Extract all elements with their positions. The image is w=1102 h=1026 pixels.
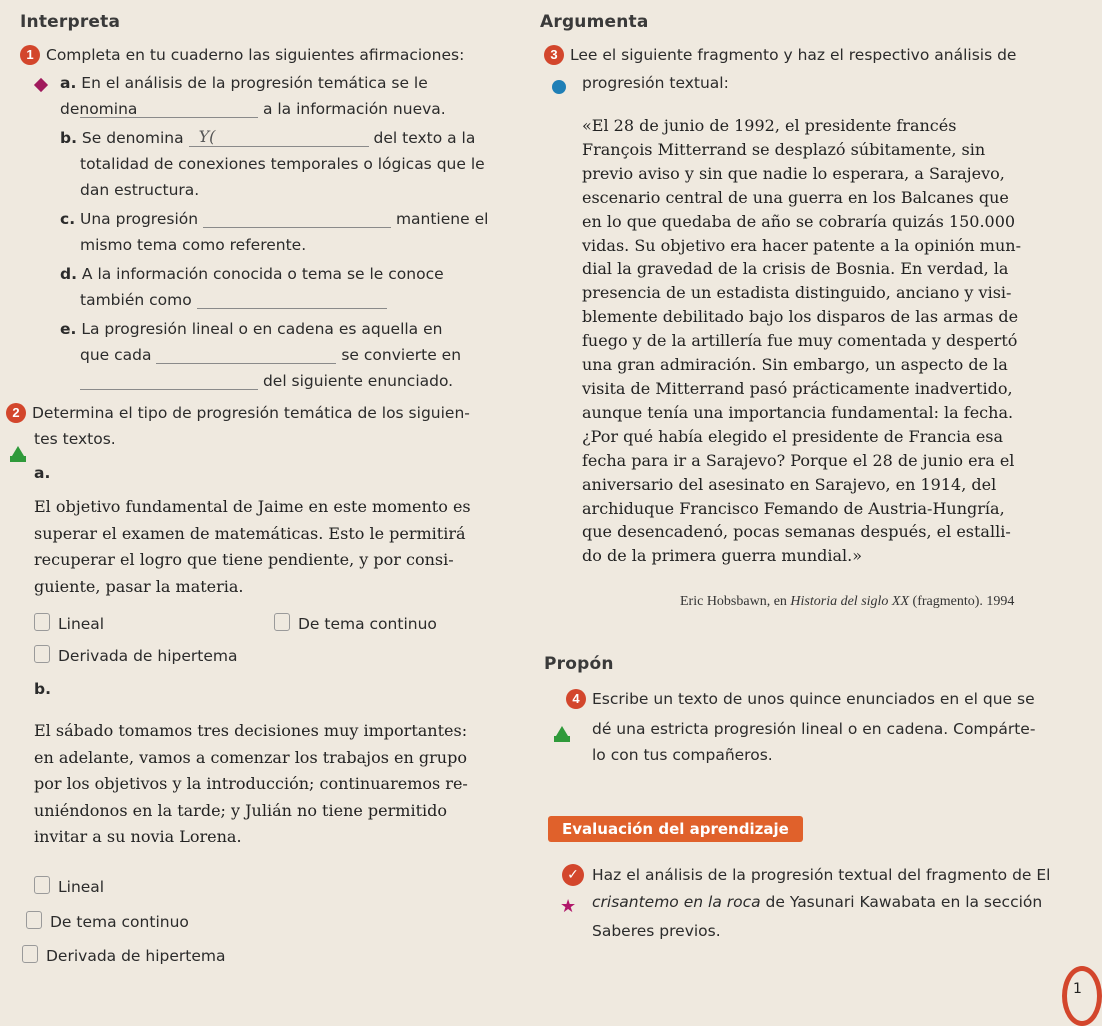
quote-fragment: «El 28 de junio de 1992, el presidente francés François Mitterrand se desplazó súbitamente, sin previo aviso y sin que nadie lo esperara, a Sarajevo, escenario central de una guerra en los Balcanes que en lo que quedaba de año se cobraría quizás 150.000 vidas. Su objetivo era hacer patente a la opinión mun- dial la gravedad de la crisis de Bosnia. En verdad, la presencia de un estadista distinguido, anciano y visi- blemente debilitado bajo los disparos de las armas de fuego y de la artillería fue muy comentada y despertó una gran admiración. Sin embargo, un aspecto de la visita de Mitterrand pasó prácticamente inadvertido, aunque tenía una importancia fundamental: la fecha. ¿Por qué había elegido el presidente de Francia esa fecha para ir a Sarajevo? Porque el 28 de junio era el aniversario del asesinato en Sarajevo, en 1914, del archiduque Francisco Femando de Austria-Hungría, que desencadenó, pocas semanas después, el estalli- do de la primera guerra mundial.»	[582, 116, 1021, 566]
question-4-line3: lo con tus compañeros.	[592, 746, 773, 764]
evaluacion-banner: Evaluación del aprendizaje	[548, 816, 803, 842]
argumenta-heading: Argumenta	[540, 12, 649, 32]
option-tema-continuo-b[interactable]: De tema continuo	[26, 909, 189, 935]
blank-field[interactable]	[203, 209, 391, 228]
eval-line1: Haz el análisis de la progresión textual del fragmento de El	[592, 866, 1051, 884]
statement-d-cont: también como	[80, 287, 387, 313]
checkbox[interactable]	[34, 613, 50, 631]
question-3-prompt: 3 Lee el siguiente fragmento y haz el respectivo análisis de	[544, 42, 1016, 68]
question-2-prompt-cont: tes textos.	[34, 430, 116, 448]
checkbox[interactable]	[34, 645, 50, 663]
trapezoid-icon	[554, 726, 570, 742]
handwritten-mark: Y(	[198, 127, 216, 146]
page-corner-badge: 1	[1062, 966, 1102, 1026]
question-number-badge: 2	[6, 403, 26, 423]
option-lineal-a[interactable]: Lineal	[34, 611, 104, 637]
question-number-badge: 4	[566, 689, 586, 709]
question-3-prompt-cont: progresión textual:	[582, 74, 729, 92]
quote-source: Eric Hobsbawn, en Historia del siglo XX (fragmento). 1994	[680, 594, 1015, 609]
statement-b-cont2: dan estructura.	[80, 181, 200, 199]
question-4-prompt: 4 Escribe un texto de unos quince enunciados en el que se	[566, 686, 1035, 712]
checkbox[interactable]	[22, 945, 38, 963]
statement-b: b. Se denomina Y( del texto a la	[60, 125, 475, 151]
blank-field[interactable]	[197, 290, 387, 309]
diamond-icon	[34, 78, 48, 92]
statement-e-cont: que cada se convierte en	[80, 346, 462, 364]
question-2-prompt: 2 Determina el tipo de progresión temática de los siguien-	[6, 400, 470, 426]
eval-line2: crisantemo en la roca de Yasunari Kawabata en la sección	[592, 893, 1043, 911]
trapezoid-icon	[10, 446, 26, 462]
question-number-badge: 1	[20, 45, 40, 65]
statement-a: a. En el análisis de la progresión temática se le denomina	[60, 74, 428, 118]
text-b: El sábado tomamos tres decisiones muy importantes: en adelante, vamos a comenzar los trabajos en grupo por los objetivos y la introducción; continuaremos re- uniéndonos en la tarde; y Julián no tiene permitido invitar a su novia Lorena.	[34, 721, 468, 846]
option-lineal-b[interactable]: Lineal	[34, 874, 104, 900]
check-icon: ✓	[562, 864, 584, 886]
statement-d: d. A la información conocida o tema se le conoce	[60, 265, 444, 283]
question-1-prompt: 1 Completa en tu cuaderno las siguientes afirmaciones:	[20, 42, 464, 68]
text-a-label: a.	[34, 464, 51, 482]
text-b-label: b.	[34, 680, 51, 698]
text-a: El objetivo fundamental de Jaime en este momento es superar el examen de matemáticas. Esto le permitirá recuperar el logro que tiene pendiente, y por consi- guiente, pasar la materia.	[34, 497, 471, 596]
blank-field[interactable]	[80, 371, 258, 390]
checkbox[interactable]	[274, 613, 290, 631]
interpreta-heading: Interpreta	[20, 12, 121, 32]
blank-field[interactable]	[156, 345, 336, 364]
blank-field[interactable]	[189, 128, 369, 147]
statement-a-cont: a la información nueva.	[80, 96, 446, 122]
eval-line3: Saberes previos.	[592, 922, 721, 940]
statement-e: e. La progresión lineal o en cadena es aquella en	[60, 320, 443, 338]
statement-c-cont: mismo tema como referente.	[80, 236, 307, 254]
option-tema-continuo-a[interactable]: De tema continuo	[274, 611, 437, 637]
option-hipertema-a[interactable]: Derivada de hipertema	[34, 643, 237, 669]
star-icon: ★	[560, 896, 577, 917]
statement-e-cont2: del siguiente enunciado.	[80, 368, 453, 394]
checkbox[interactable]	[26, 911, 42, 929]
checkbox[interactable]	[34, 876, 50, 894]
statement-c: c. Una progresión mantiene el	[60, 210, 489, 228]
propon-heading: Propón	[544, 654, 614, 674]
question-number-badge: 3	[544, 45, 564, 65]
option-hipertema-b[interactable]: Derivada de hipertema	[22, 943, 225, 969]
dot-icon	[552, 80, 566, 94]
blank-field[interactable]	[80, 99, 258, 118]
statement-b-cont: totalidad de conexiones temporales o lógicas que le	[80, 155, 485, 173]
question-4-line2: dé una estricta progresión lineal o en cadena. Compárte-	[592, 720, 1036, 738]
